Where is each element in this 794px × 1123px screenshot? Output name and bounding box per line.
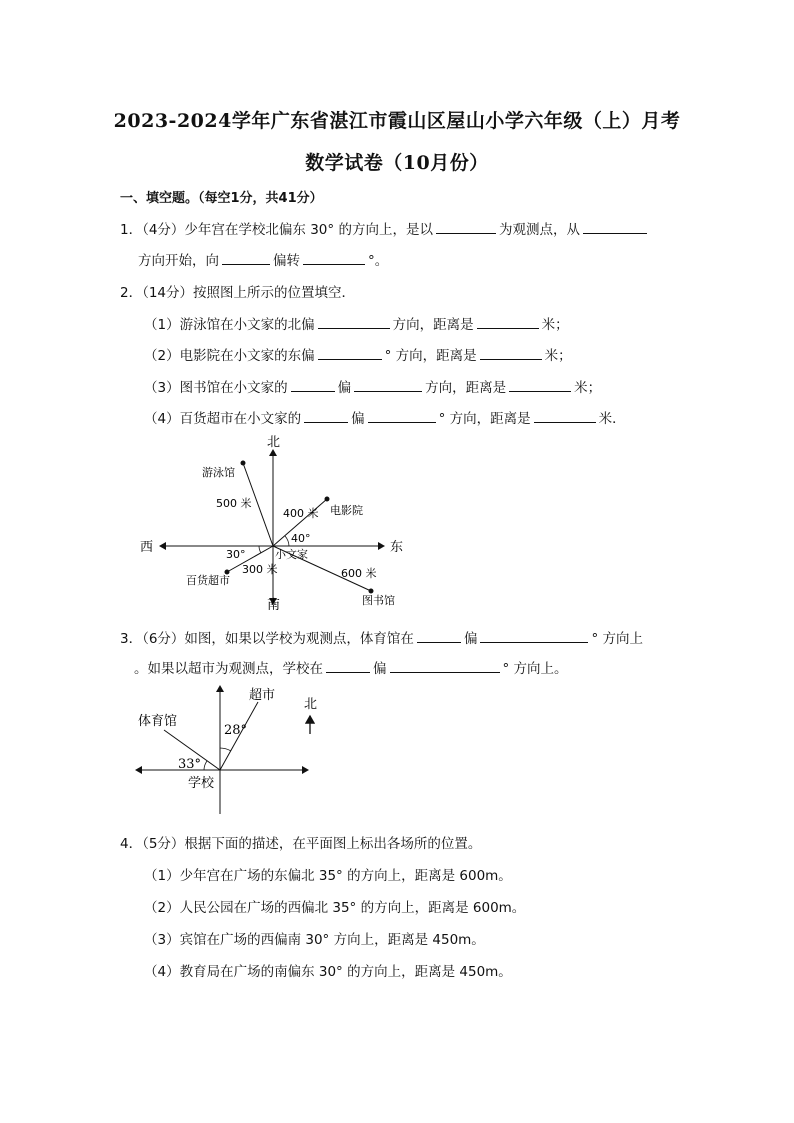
- q2-s3-text: 方向，距离是: [425, 380, 507, 396]
- label-market: 百货超市: [186, 574, 230, 587]
- angle-arc-gym: [204, 761, 207, 770]
- answer-blank[interactable]: [303, 252, 365, 265]
- label-cinema-angle: 40°: [291, 532, 311, 545]
- question-1-line-1: [120, 218, 650, 238]
- question-4-sub-1: （1）少年宫在广场的东偏北 35° 的方向上，距离是 600m。: [144, 868, 512, 884]
- label-east: 东: [390, 540, 404, 555]
- q1-text-d: 偏转: [273, 253, 300, 269]
- q2-s1-text: 米；: [541, 317, 569, 333]
- q3-text: 3．（6分）如图，如果以学校为观测点，体育馆在: [120, 631, 414, 647]
- answer-blank[interactable]: [436, 221, 496, 234]
- label-south: 南: [267, 598, 281, 613]
- q1-text-b: 为观测点，从: [498, 222, 580, 238]
- answer-blank[interactable]: [583, 221, 647, 234]
- label-west: 西: [140, 540, 154, 555]
- point-library: [369, 589, 374, 594]
- q2-s4-text: 偏: [351, 411, 365, 427]
- question-2-stem: 2．（14分）按照图上所示的位置填空．: [120, 285, 356, 301]
- answer-blank[interactable]: [354, 379, 422, 392]
- q2-s3-text: （3）图书馆在小文家的: [144, 380, 288, 396]
- q2-s3-text: 米；: [574, 380, 602, 396]
- answer-blank[interactable]: [318, 347, 382, 360]
- label-swimming-distance: 500 米: [216, 497, 252, 510]
- label-library: 图书馆: [362, 594, 395, 607]
- answer-blank[interactable]: [480, 347, 542, 360]
- answer-blank[interactable]: [368, 410, 436, 423]
- answer-blank[interactable]: [417, 630, 461, 643]
- q2-s4-text: （4）百货超市在小文家的: [144, 411, 302, 427]
- compass-diagram-q2: [134, 432, 414, 614]
- angle-arc-cinema: [285, 536, 289, 546]
- question-2-sub-2: [144, 344, 572, 364]
- question-1-line-2: [138, 249, 388, 269]
- label-market-distance: 300 米: [242, 563, 278, 576]
- question-4-sub-2: （2）人民公园在广场的西偏北 35° 的方向上，距离是 600m。: [144, 900, 526, 916]
- question-4-stem: 4．（5分）根据下面的描述，在平面图上标出各场所的位置。: [120, 836, 482, 852]
- question-4-sub-3: （3）宾馆在广场的西偏南 30° 方向上，距离是 450m。: [144, 932, 485, 948]
- answer-blank[interactable]: [534, 410, 596, 423]
- label-school: 学校: [188, 776, 215, 791]
- q2-s2-text: （2）电影院在小文家的东偏: [144, 348, 315, 364]
- q3-text: 。如果以超市为观测点，学校在: [134, 661, 323, 677]
- question-2-sub-3: [144, 376, 601, 396]
- answer-blank[interactable]: [480, 630, 588, 643]
- label-angle-gym: 33°: [178, 757, 202, 772]
- answer-blank[interactable]: [326, 660, 370, 673]
- page-title-line1: 2023-2024学年广东省湛江市霞山区屋山小学六年级（上）月考: [113, 110, 681, 132]
- label-market-angle: 30°: [226, 548, 246, 561]
- q3-text: 偏: [373, 661, 387, 677]
- q2-s4-text: 米．: [598, 411, 626, 427]
- q3-text: ° 方向上。: [502, 661, 568, 677]
- label-swimming: 游泳馆: [202, 466, 235, 479]
- label-north: 北: [304, 697, 318, 712]
- question-3-line-1: [120, 627, 643, 647]
- label-gym: 体育馆: [138, 714, 178, 729]
- q1-text-a: 1．（4分）少年宫在学校北偏东 30° 的方向上，是以: [120, 222, 433, 238]
- page-title-line2: 数学试卷（10月份）: [305, 152, 489, 174]
- q2-s2-text: 米；: [544, 348, 572, 364]
- label-cinema-distance: 400 米: [283, 507, 319, 520]
- answer-blank[interactable]: [390, 660, 500, 673]
- question-3-line-2: [134, 657, 568, 677]
- label-north: 北: [267, 435, 281, 450]
- answer-blank[interactable]: [304, 410, 348, 423]
- answer-blank[interactable]: [318, 316, 390, 329]
- label-cinema: 电影院: [330, 504, 363, 517]
- question-2-sub-4: [144, 407, 626, 427]
- point-swimming: [241, 461, 246, 466]
- angle-arc-market: [259, 546, 261, 553]
- point-cinema: [325, 497, 330, 502]
- q2-s1-text: （1）游泳馆在小文家的北偏: [144, 317, 315, 333]
- answer-blank[interactable]: [291, 379, 335, 392]
- q3-text: ° 方向上: [591, 631, 643, 647]
- label-angle-supermarket: 28°: [224, 723, 248, 738]
- q3-text: 偏: [463, 631, 478, 647]
- q1-text-e: °。: [368, 253, 389, 269]
- answer-blank[interactable]: [222, 252, 270, 265]
- q2-s4-text: ° 方向，距离是: [438, 411, 531, 427]
- q2-s2-text: ° 方向，距离是: [384, 348, 477, 364]
- answer-blank[interactable]: [509, 379, 571, 392]
- question-4-sub-4: （4）教育局在广场的南偏东 30° 的方向上，距离是 450m。: [144, 964, 512, 980]
- q1-text-c: 方向开始，向: [138, 253, 219, 269]
- answer-blank[interactable]: [477, 316, 539, 329]
- angle-arc-supermarket: [220, 748, 231, 751]
- section-heading: 一、填空题。（每空1分，共41分）: [120, 191, 323, 206]
- label-supermarket: 超市: [249, 688, 276, 703]
- compass-diagram-q3: [134, 682, 334, 818]
- q2-s3-text: 偏: [337, 380, 352, 396]
- label-library-distance: 600 米: [341, 567, 377, 580]
- question-2-sub-1: [144, 313, 569, 333]
- label-center: 小文家: [275, 548, 308, 561]
- q2-s1-text: 方向，距离是: [392, 317, 474, 333]
